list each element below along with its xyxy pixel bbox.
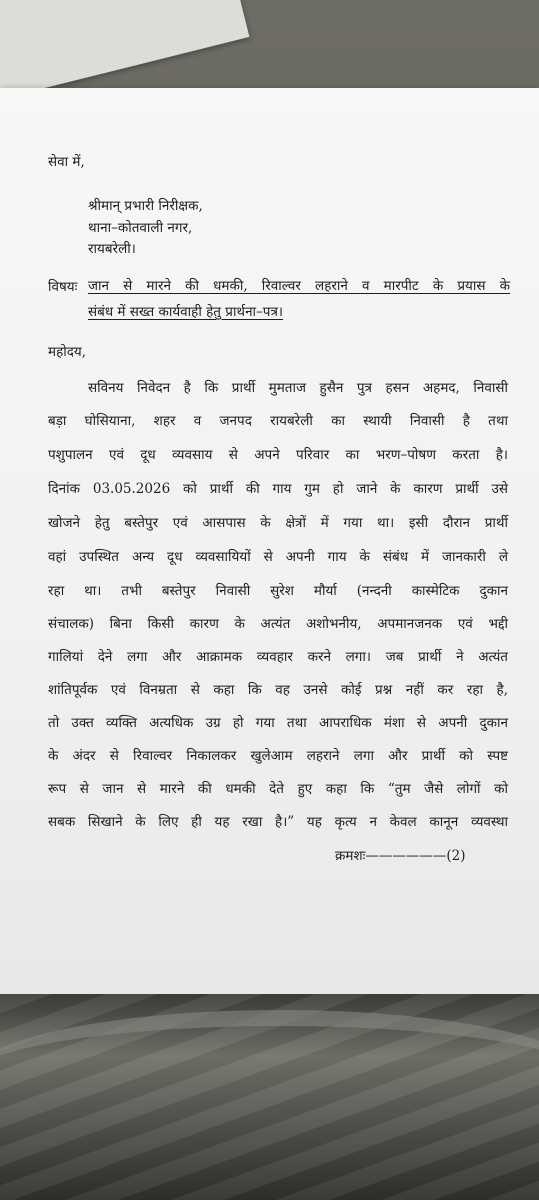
body-line: वहां उपस्थित अन्य दूध व्यवसायियों से अपनी गाय के संबंध में जानकारी ले xyxy=(48,549,508,565)
letter-page xyxy=(0,88,539,994)
body-line: दिनांक 03.05.2026 को प्रार्थी की गाय गुम हो जाने के कारण प्रार्थी उसे xyxy=(48,481,508,497)
body-line: पशुपालन एवं दूध व्यवसाय से अपने परिवार का भरण–पोषण करता है। xyxy=(48,447,508,463)
background-paper-sheet xyxy=(0,0,249,100)
body-line: के अंदर से रिवाल्वर निकालकर खुलेआम लहराने लगा और प्रार्थी को स्पष्ट xyxy=(48,748,508,764)
addressee-line-1: श्रीमान् प्रभारी निरीक्षक, xyxy=(88,198,203,214)
to-heading: सेवा में, xyxy=(48,154,85,170)
body-line: रूप से जान से मारने की धमकी देते हुए कहा कि “तुम जैसे लोगों को xyxy=(48,781,508,797)
subject-line-2: संबंध में सख्त कार्यवाही हेतु प्रार्थना–पत्र। xyxy=(88,304,284,320)
body-line: खोजने हेतु बस्तेपुर एवं आसपास के क्षेत्रों में गया था। इसी दौरान प्रार्थी xyxy=(48,515,508,531)
body-line: सविनय निवेदन है कि प्रार्थी मुमताज हुसैन पुत्र हसन अहमद, निवासी xyxy=(88,380,508,396)
body-line: गालियां देने लगा और आक्रामक व्यवहार करने लगा। जब प्रार्थी ने अत्यंत xyxy=(48,649,508,665)
background-rim xyxy=(0,1010,539,1146)
salutation: महोदय, xyxy=(48,344,87,360)
body-line: तो उक्त व्यक्ति अत्यधिक उग्र हो गया तथा आपराधिक मंशा से अपनी दुकान xyxy=(48,715,508,731)
subject-label: विषयः xyxy=(48,279,78,295)
addressee-line-2: थाना–कोतवाली नगर, xyxy=(88,220,193,236)
subject-line-1: जान से मारने की धमकी, रिवाल्वर लहराने व मारपीट के प्रयास के xyxy=(88,278,510,294)
continued-marker: क्रमशः——————(2) xyxy=(335,848,466,864)
addressee-line-3: रायबरेली। xyxy=(88,241,136,257)
body-line: संचालक) बिना किसी कारण के अत्यंत अशोभनीय, अपमानजनक एवं भद्दी xyxy=(48,616,508,632)
body-line: सबक सिखाने के लिए ही यह रखा है।” यह कृत्य न केवल कानून व्यवस्था xyxy=(48,814,508,830)
body-line: बड़ा घोसियाना, शहर व जनपद रायबरेली का स्थायी निवासी है तथा xyxy=(48,413,508,429)
body-line: रहा था। तभी बस्तेपुर निवासी सुरेश मौर्या (नन्दनी कास्मेटिक दुकान xyxy=(48,583,508,599)
body-line: शांतिपूर्वक एवं विनम्रता से कहा कि वह उनसे कोई प्रश्न नहीं कर रहा है, xyxy=(48,682,508,698)
